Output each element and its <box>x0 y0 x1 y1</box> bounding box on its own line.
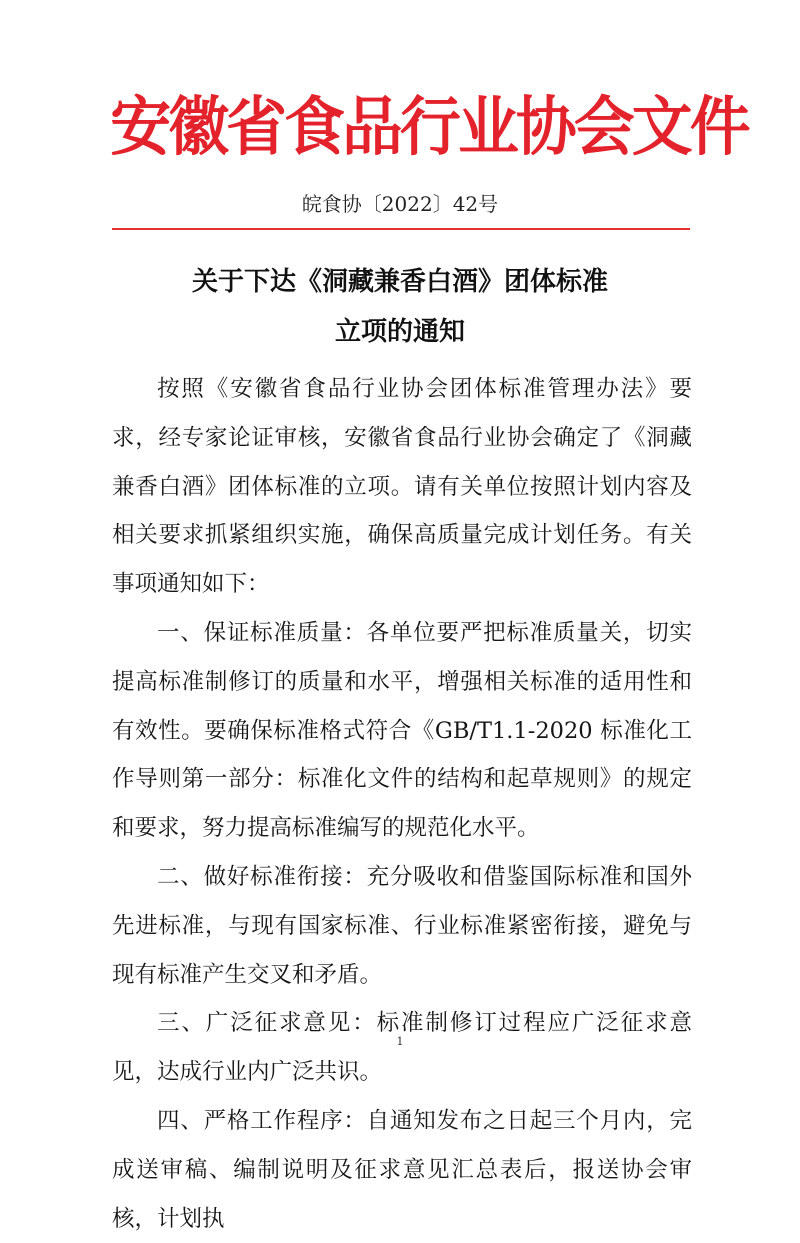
document-number: 皖食协〔2022〕42号 <box>301 192 499 216</box>
body-paragraph-item-4: 四、严格工作程序：自通知发布之日起三个月内，完成送审稿、编制说明及征求意见汇总表后，报送协会审核，计划执 <box>112 1107 692 1232</box>
notice-body <box>112 365 692 1243</box>
red-divider-line <box>112 228 690 230</box>
body-paragraph-intro: 按照《安徽省食品行业协会团体标准管理办法》要求，经专家论证审核，安徽省食品行业协会确定了《洞藏兼香白酒》团体标准的立项。请有关单位按照计划内容及相关要求抓紧组织实施，确保高质量完成计划任务。有关事项通知如下： <box>112 376 692 598</box>
page-number: 1 <box>396 1035 404 1048</box>
body-paragraph-item-3: 三、广泛征求意见：标准制修订过程应广泛征求意见，达成行业内广泛共识。 <box>112 1010 692 1086</box>
notice-title-line-1: 关于下达《洞藏兼香白酒》团体标准 <box>191 267 608 297</box>
notice-title-line-2: 立项的通知 <box>334 317 465 347</box>
body-paragraph-item-1: 一、保证标准质量：各单位要严把标准质量关，切实提高标准制修订的质量和水平，增强相关标准的适用性和有效性。要确保标准格式符合《GB/T1.1-2020 标准化工作导则第一部分：标准化文件的结构和起草规则》的规定和要求，努力提高标准编写的规范化水平。 <box>112 619 692 842</box>
issuer-masthead: 安徽省食品行业协会文件 <box>110 90 748 165</box>
body-paragraph-item-2: 二、做好标准衔接：充分吸收和借鉴国际标准和国外先进标准，与现有国家标准、行业标准紧密衔接，避免与现有标准产生交叉和矛盾。 <box>112 863 692 988</box>
